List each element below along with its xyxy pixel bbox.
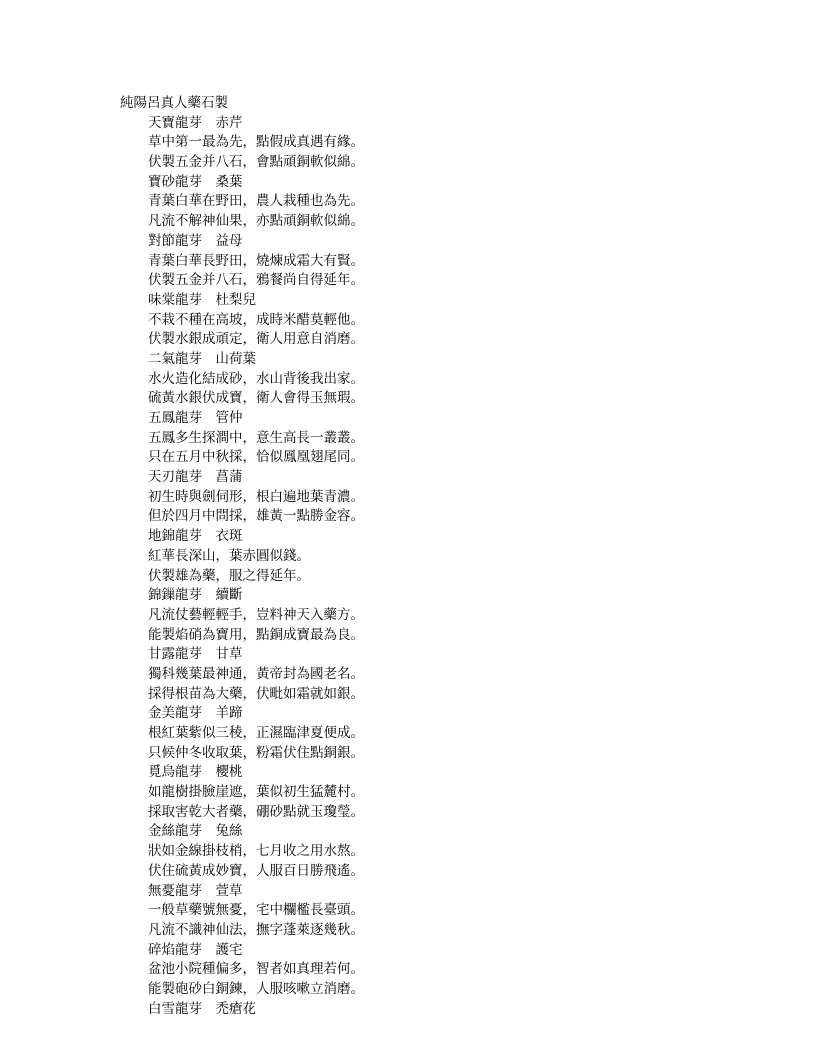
text-line: 錦鏁龍芽 續斷: [148, 587, 243, 604]
text-line: 根紅葉紫似三稜，正濕臨津夏便成。: [148, 725, 364, 741]
text-line: 對節龍芽 益母: [148, 232, 243, 249]
text-line: 伏製水銀成頑定，衛人用意自消磨。: [148, 331, 364, 348]
document-body: [120, 94, 760, 1019]
text-line: 覓烏龍芽 櫻桃: [148, 764, 243, 781]
document-title: 純陽呂真人藥石製: [120, 95, 228, 111]
text-lines: [120, 114, 760, 1020]
text-line: 水火造化結成砂，水山背後我出家。: [148, 370, 364, 387]
text-line: 白雪龍芽 禿瘡花: [148, 1000, 256, 1017]
text-line: 凡流仗藝輕輕手，豈料神天入藥方。: [148, 606, 364, 623]
text-line: 只在五月中秋採，恰似鳳凰翅尾同。: [148, 449, 364, 466]
text-line: 狀如金線掛枝梢，七月收之用水熬。: [148, 843, 364, 860]
text-line: 青葉白華在野田，農人栽種也為先。: [148, 193, 364, 210]
text-line: 不栽不種在高坡，成時米醋莫輕他。: [148, 311, 364, 328]
text-line: 寶砂龍芽 桑葉: [148, 173, 243, 190]
text-line: 伏製五金并八石，會點頑銅軟似綿。: [148, 154, 364, 171]
text-line: 只候仲冬收取葉，粉霜伏住點銅銀。: [148, 744, 364, 761]
text-line: 五鳳多生探澗中，意生高長一叢叢。: [148, 429, 364, 446]
text-line: 凡流不識神仙法，撫字蓬萊逐幾秋。: [148, 921, 364, 938]
text-line: 伏製五金并八石，鴉餐尚自得延年。: [148, 272, 364, 289]
text-line: 二氣龍芽 山荷葉: [148, 350, 256, 367]
text-line: 能製焰硝為寶用，點銅成寶最為良。: [148, 626, 364, 643]
text-line: 但於四月中問採，雄黃一點勝金容。: [148, 508, 364, 525]
text-line: 五鳳龍芽 管仲: [148, 410, 243, 426]
text-line: 伏製雄為藥，服之得延年。: [148, 567, 310, 584]
text-line: 地錦龍芽 衣斑: [148, 528, 243, 545]
text-line: 採取害乾大者藥，硼砂點就玉瓊瑩。: [148, 803, 364, 820]
text-line: 硫黃水銀伏成寶，衛人會得玉無瑕。: [148, 390, 364, 407]
text-line: 獨科幾葉最神通，黃帝封為國老名。: [148, 665, 364, 682]
text-line: 紅華長深山，葉赤圓似錢。: [148, 547, 310, 564]
text-line: 一般草藥號無憂，宅中欄檻長臺頭。: [148, 902, 364, 919]
text-line: 採得根苗為大藥，伏毗如霜就如銀。: [148, 685, 364, 702]
text-line: 能製砲砂白銅鍊，人服咳嗽立消磨。: [148, 980, 364, 997]
text-line: 甘露龍芽 甘草: [148, 646, 243, 663]
text-line: 初生時與劍伺形，根白遍地葉青濃。: [148, 488, 364, 505]
text-line: 天刃龍芽 菖蒲: [148, 469, 243, 486]
text-line: 金絲龍芽 兔絲: [148, 823, 243, 840]
text-line: 碎焰龍芽 護宅: [148, 941, 243, 958]
text-line: 味棠龍芽 杜梨兒: [148, 291, 256, 308]
text-line: 無憂龍芽 萱草: [148, 882, 243, 899]
text-line: 如龍樹掛臉崖遮，葉似初生猛麓村。: [148, 784, 364, 801]
text-line: 金美龍芽 羊蹄: [148, 705, 243, 722]
text-line: 天寶龍芽 赤芹: [148, 114, 243, 131]
text-line: 伏住硫黃成妙寶，人服百日勝飛遙。: [148, 862, 364, 879]
text-line: 青葉白華長野田，燒煉成霜大有賢。: [148, 252, 364, 269]
text-line: 草中第一最為先，點假成真遇有緣。: [148, 134, 364, 151]
text-line: 凡流不解神仙果，亦點頑銅軟似綿。: [148, 213, 364, 230]
text-line: 盆池小院種偏多，智者如真理若何。: [148, 961, 364, 978]
